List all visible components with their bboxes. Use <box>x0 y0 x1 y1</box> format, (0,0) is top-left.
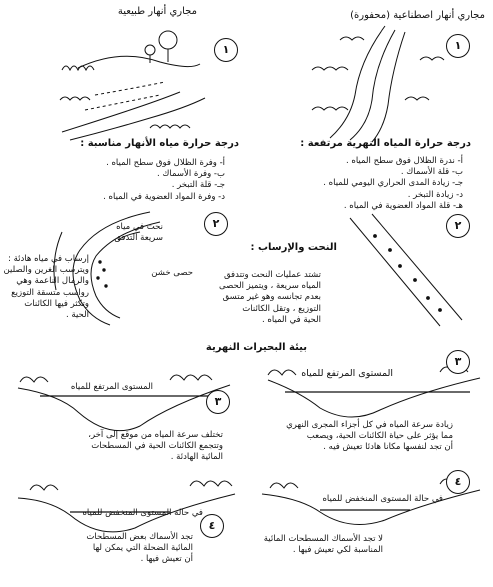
right-low-level-label: في حالة المستوى المنخفض للمياه <box>322 494 443 504</box>
low-text-line: تجد الأسماك بعض المسطحات <box>86 532 193 542</box>
left-step-3-badge: ٣ <box>206 390 230 414</box>
right-temp-item: جـ- زيادة المدى الحراري اليومي للمياه . <box>323 178 463 189</box>
left-low-level-label: في حالة المستوى المنخفض للمياه <box>82 508 203 518</box>
left-deposit-text <box>4 254 89 321</box>
erosion-label-line: نحت في مياه <box>116 222 163 232</box>
artificial-channel-sketch <box>350 214 462 326</box>
erosion-line: تشتد عمليات النحت وتتدفق <box>223 270 321 280</box>
deposit-line: وتكثر فيها الكائنات <box>24 298 89 309</box>
right-temp-item: ب- قلة الأسماك . <box>400 167 463 178</box>
right-high-level-label: المستوى المرتفع للمياه <box>301 368 393 379</box>
right-erosion-title: النحت والإرساب : <box>250 242 337 253</box>
right-step-4-badge: ٤ <box>446 470 470 494</box>
deposit-line: رواسب متسقة التوزيع <box>11 287 89 298</box>
high-text-line: المائية الهادئة . <box>170 452 223 463</box>
high-text-line: تختلف سرعة المياه من موقع إلى آخر، <box>88 430 223 440</box>
left-erosion-label <box>114 222 163 244</box>
right-erosion-text <box>219 270 321 326</box>
high-text-line: أن تجد لنفسها مكانا هادئا تعيش فيه . <box>323 442 453 453</box>
low-text-line: المائية الضحلة التي يمكن لها <box>92 543 193 554</box>
right-high-text <box>286 420 453 454</box>
left-high-level-label: المستوى المرتفع للمياه <box>70 382 153 392</box>
artificial-rivers-title: مجاري أنهار اصطناعية (محفورة) <box>350 10 485 21</box>
right-temp-title: درجة حرارة المياه النهرية مرتفعة : <box>300 138 471 149</box>
low-text-line: لا تجد الأسماك المسطحات المائية <box>263 534 383 544</box>
left-temp-item: جـ- قلة التبخر . <box>171 180 225 191</box>
right-temp-item: د- زيادة التبخر . <box>407 189 463 200</box>
right-step-2-badge: ٢ <box>446 214 470 238</box>
right-temp-item: أ- ندرة الظلال فوق سطح المياه . <box>345 156 463 166</box>
gravel-label: حصى خشن <box>151 268 193 278</box>
left-step-2-badge: ٢ <box>204 212 228 236</box>
deposit-line: والرمال الناعمة وهي <box>16 276 89 287</box>
natural-river-sketch <box>60 31 205 140</box>
left-temp-title: درجة حرارة مياه الأنهار مناسبة : <box>80 138 239 149</box>
left-temp-item: ب- وفرة الأسماك . <box>156 169 225 180</box>
deposit-line: إرساب في مياه هادئة : <box>8 254 89 264</box>
left-temp-item: د- وفرة المواد العضوية في المياه . <box>103 191 225 202</box>
right-step-3-badge: ٣ <box>446 350 470 374</box>
left-high-text <box>88 430 223 464</box>
left-low-text <box>86 532 193 566</box>
high-text-line: مما يؤثر على حياة الكائنات الحية، ويصعب <box>306 431 453 442</box>
right-temp-item: هـ- قلة المواد العضوية في المياه . <box>343 200 463 211</box>
right-temp-list <box>323 156 463 212</box>
left-temp-item: أ- وفرة الظلال فوق سطح المياه . <box>106 158 225 168</box>
left-temp-list <box>103 158 225 203</box>
erosion-line: الحية في المياه . <box>262 314 321 325</box>
high-text-line: وتتجمع الكائنات الحية في المسطحات <box>91 441 223 452</box>
high-text-line: زيادة سرعة المياه في كل أجزاء المجرى النهري <box>286 420 453 430</box>
left-step-4-badge: ٤ <box>200 514 224 538</box>
lakes-title: بيئة البحيرات النهرية <box>205 342 307 353</box>
erosion-line: المياه سريعة ، ويتميز الحصى <box>219 281 321 292</box>
deposit-line: ويترسب الغرين والصلين <box>3 265 89 276</box>
artificial-river-sketch <box>312 26 444 142</box>
erosion-label-line: سريعة التدفق <box>114 233 163 244</box>
left-step-1-badge: ١ <box>214 38 238 62</box>
right-step-1-badge: ١ <box>446 34 470 58</box>
erosion-line: التوزيع ، وتقل الكائنات <box>242 303 321 314</box>
right-low-text <box>264 534 383 556</box>
erosion-line: بعدم تجانسه وهو غير متسق <box>222 292 321 303</box>
low-text-line: أن تعيش فيها . <box>140 554 193 565</box>
natural-rivers-title: مجاري أنهار طبيعية <box>117 6 197 17</box>
low-text-line: المناسبة لكي تعيش فيها . <box>292 545 383 556</box>
deposit-line: الحية . <box>66 310 89 321</box>
